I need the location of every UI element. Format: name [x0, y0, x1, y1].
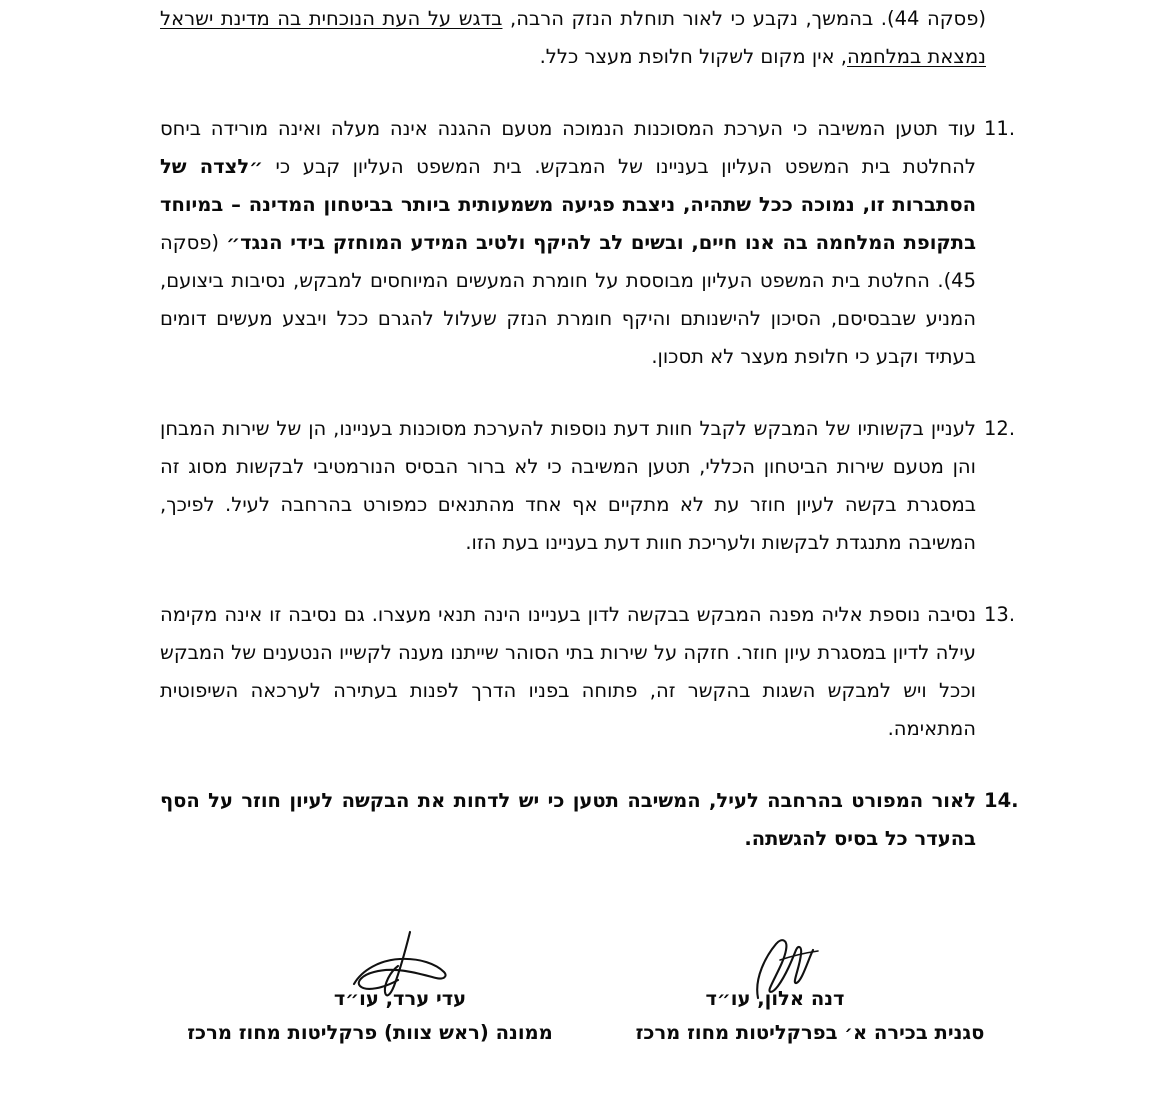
- signature-name-right: דנה אלון, עו״ד: [705, 987, 845, 1010]
- paragraph-11-segment-3: (פסקה 45). החלטת בית המשפט העליון מבוססת על חומרת המעשים המיוחסים למבקש, נסיבות ביצועם, המניע שבבסיסם, הסיכון להישנותם והיקף חומרת הנזק שעלול להגרם ככל ויבצע מעשים דומים בעתיד וקבע כי חלופת מעצר לא תסכון.: [160, 231, 976, 368]
- paragraph-13-text: [160, 596, 976, 748]
- paragraph-14-text: [160, 782, 976, 858]
- document-body: [160, 0, 1019, 892]
- lead-paragraph-underlined-text: בדגש על העת הנוכחית בה מדינת ישראל נמצאת במלחמה: [160, 7, 986, 68]
- paragraph-12: [160, 410, 1016, 562]
- paragraph-13: [160, 596, 1016, 748]
- paragraph-12-number: 12.: [984, 417, 1016, 440]
- paragraph-12-segment-1: לעניין בקשותיו של המבקש לקבל חוות דעת נוספות להערכת מסוכנות בעניינו, הן של שירות המבחן והן מטעם שירות הביטחון הכללי, תטען המשיבה כי לא ברור הבסיס הנורמטיבי לבקשות מסוג זה במסגרת בקשה לעיון חוזר עת לא מתקיים אף אחד מהתנאים כמפורט בהרחבה לעיל. לפיכך, המשיבה מתנגדת לבקשות ולעריכת חוות דעת בעניינו בעת הזו.: [160, 417, 976, 554]
- signature-row-left: [160, 920, 580, 1012]
- signature-title-right: סגנית בכירה א׳ בפרקליטות מחוז מרכז: [635, 1021, 985, 1044]
- signature-block-right: [600, 920, 1020, 1048]
- lead-paragraph-pre-text: (פסקה 44). בהמשך, נקבע כי לאור תוחלת הנזק הרבה,: [502, 7, 986, 30]
- signature-area: [150, 920, 1020, 1080]
- paragraph-11-text: [160, 110, 976, 376]
- paragraph-11-number: 11.: [984, 117, 1016, 140]
- lead-paragraph: [160, 0, 1010, 76]
- signature-title-left: ממונה (ראש צוות) פרקליטות מחוז מרכז: [187, 1021, 553, 1044]
- lead-paragraph-post-text: , אין מקום לשקול חלופת מעצר כלל.: [539, 45, 847, 68]
- paragraph-14-number: 14.: [984, 789, 1019, 812]
- signature-name-left: עדי ערד, עו״ד: [333, 987, 467, 1010]
- paragraph-13-segment-1: נסיבה נוספת אליה מפנה המבקש בבקשה לדון בעניינו הינה תנאי מעצרו. גם נסיבה זו אינה מקימה עילה לדיון במסגרת עיון חוזר. חזקה על שירות בתי הסוהר שייתנו מענה לקשייו הנטענים של המבקש וככל ויש למבקש השגות בהקשר זה, פתוחה בפניו הדרך לפנות בעתירה לערכאה השיפוטית המתאימה.: [160, 603, 976, 740]
- paragraph-11-segment-1: עוד תטען המשיבה כי הערכת המסוכנות הנמוכה מטעם ההגנה אינה מעלה ואינה מורידה ביחס להחלטת בית המשפט העליון בעניינו של המבקש. בית המשפט העליון קבע כי: [160, 117, 976, 178]
- signature-row-right: [600, 920, 1020, 1012]
- paragraph-12-text: [160, 410, 976, 562]
- signature-block-left: [160, 920, 580, 1048]
- paragraph-14-segment-1: לאור המפורט בהרחבה לעיל, המשיבה תטען כי יש לדחות את הבקשה לעיון חוזר על הסף בהעדר כל בסיס להגשתה.: [160, 789, 976, 850]
- paragraph-13-number: 13.: [984, 603, 1016, 626]
- paragraph-14: [160, 782, 1019, 858]
- paragraph-11-quote: ״לצדה של הסתברות זו, נמוכה ככל שתהיה, ניצבת פגיעה משמעותית ביותר בביטחון המדינה – במיוחד בתקופת המלחמה בה אנו חיים, ובשים לב להיקף ולטיב המידע המוחזק בידי הנגד״: [160, 155, 976, 254]
- paragraph-11: [160, 110, 1016, 376]
